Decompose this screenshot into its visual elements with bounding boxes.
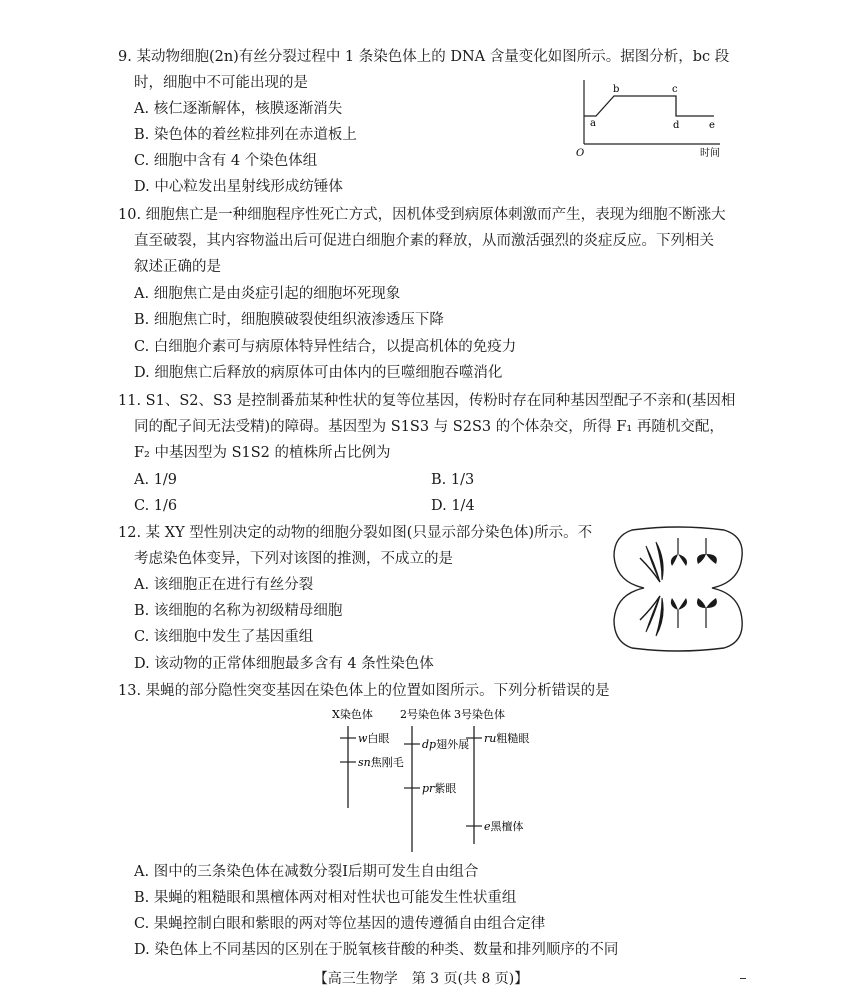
gene-label-e: e黑檀体 [484, 820, 524, 833]
q9-stem-line-1: 9. 某动物细胞(2n)有丝分裂过程中 1 条染色体上的 DNA 含量变化如图所示。据图分析，bc 段 [118, 49, 730, 65]
q9-option-a: A. 核仁逐渐解体，核膜逐渐消失 [134, 101, 343, 117]
fruit-fly-gene-map [320, 704, 560, 854]
gene-label-pr: pr紫眼 [422, 782, 457, 795]
graph-point-d: d [673, 120, 680, 131]
q10-option-b: B. 细胞焦亡时，细胞膜破裂使组织液渗透压下降 [134, 312, 444, 328]
chromosome [697, 598, 717, 608]
gene-label-dp: dp翅外展 [422, 738, 470, 751]
q10-option-d: D. 细胞焦亡后释放的病原体可由体内的巨噬细胞吞噬消化 [134, 365, 503, 381]
upper-chromosome-set [640, 538, 717, 582]
q11-stem-line-2: 同的配子间无法受精)的障碍。基因型为 S1S3 与 S2S3 的个体杂交，所得 F₁ 再随机交配， [134, 419, 724, 435]
chromosome-label-3: 3号染色体 [454, 708, 505, 721]
q11-stem-line-1: 11. S1、S2、S3 是控制番茄某种性状的复等位基因，传粉时存在同种基因型配子不亲和(基因相 [118, 393, 736, 409]
footer-dash [740, 978, 746, 979]
graph-x-label: 时间 [700, 148, 720, 159]
page-footer: 【高三生物学 第 3 页(共 8 页)】 [313, 971, 529, 987]
chromosome [640, 558, 660, 582]
graph-point-a: a [590, 118, 596, 129]
q9-option-b: B. 染色体的着丝粒排列在赤道板上 [134, 127, 357, 143]
q12-option-a: A. 该细胞正在进行有丝分裂 [134, 577, 314, 593]
chromosome [646, 596, 660, 632]
q11-stem-line-3: F₂ 中基因型为 S1S2 的植株所占比例为 [134, 445, 391, 461]
q10-stem-line-1: 10. 细胞焦亡是一种细胞程序性死亡方式，因机体受到病原体刺激而产生，表现为细胞不断涨大 [118, 207, 726, 223]
q10-stem-line-2: 直至破裂，其内容物溢出后可促进白细胞介素的释放，从而激活强烈的炎症反应。下列相关 [134, 233, 714, 249]
q12-option-c: C. 该细胞中发生了基因重组 [134, 629, 314, 645]
q13-stem-line-1: 13. 果蝇的部分隐性突变基因在染色体上的位置如图所示。下列分析错误的是 [118, 683, 610, 699]
chromosome [646, 546, 660, 582]
gene-label-sn: sn焦刚毛 [358, 756, 404, 769]
graph-point-e: e [709, 120, 715, 131]
q13-option-b: B. 果蝇的粗糙眼和黑檀体两对相对性状也可能发生性状重组 [134, 890, 517, 906]
gene-label-ru: ru粗糙眼 [484, 732, 530, 745]
q9-option-d: D. 中心粒发出星射线形成纺锤体 [134, 179, 343, 195]
graph-origin: O [576, 148, 585, 159]
q9-stem-line-2: 时，细胞中不可能出现的是 [134, 75, 308, 91]
q10-stem-line-3: 叙述正确的是 [134, 259, 221, 275]
q11-option-c: C. 1/6 [134, 498, 178, 514]
q12-option-d: D. 该动物的正常体细胞最多含有 4 条性染色体 [134, 656, 434, 672]
q9-option-c: C. 细胞中含有 4 个染色体组 [134, 153, 318, 169]
q11-option-a: A. 1/9 [134, 472, 178, 488]
chromosome-label-x: X染色体 [332, 708, 373, 721]
q10-option-c: C. 白细胞介素可与病原体特异性结合，以提高机体的免疫力 [134, 339, 517, 355]
dna-content-curve [584, 96, 714, 116]
cell-division-diagram [612, 524, 744, 652]
q11-option-d: D. 1/4 [431, 498, 475, 514]
chromosome [671, 554, 687, 566]
graph-point-b: b [613, 84, 620, 95]
q12-option-b: B. 该细胞的名称为初级精母细胞 [134, 603, 343, 619]
chromosome [640, 596, 660, 620]
q12-stem-line-1: 12. 某 XY 型性别决定的动物的细胞分裂如图(只显示部分染色体)所示。不 [118, 525, 593, 541]
chromosome [697, 554, 717, 564]
graph-point-c: c [672, 84, 678, 95]
q12-stem-line-2: 考虑染色体变异，下列对该图的推测，不成立的是 [134, 551, 453, 567]
q10-option-a: A. 细胞焦亡是由炎症引起的细胞坏死现象 [134, 286, 401, 302]
q11-option-b: B. 1/3 [431, 472, 475, 488]
q13-option-c: C. 果蝇控制白眼和紫眼的两对等位基因的遗传遵循自由组合定律 [134, 916, 546, 932]
gene-label-w: w白眼 [358, 732, 390, 745]
q13-option-d: D. 染色体上不同基因的区别在于脱氧核苷酸的种类、数量和排列顺序的不同 [134, 942, 619, 958]
chromosome [671, 598, 687, 610]
lower-chromosome-set [640, 596, 717, 636]
q13-option-a: A. 图中的三条染色体在减数分裂Ⅰ后期可发生自由组合 [134, 864, 479, 880]
dna-content-graph [570, 76, 730, 162]
chromosome-label-2: 2号染色体 [400, 708, 451, 721]
